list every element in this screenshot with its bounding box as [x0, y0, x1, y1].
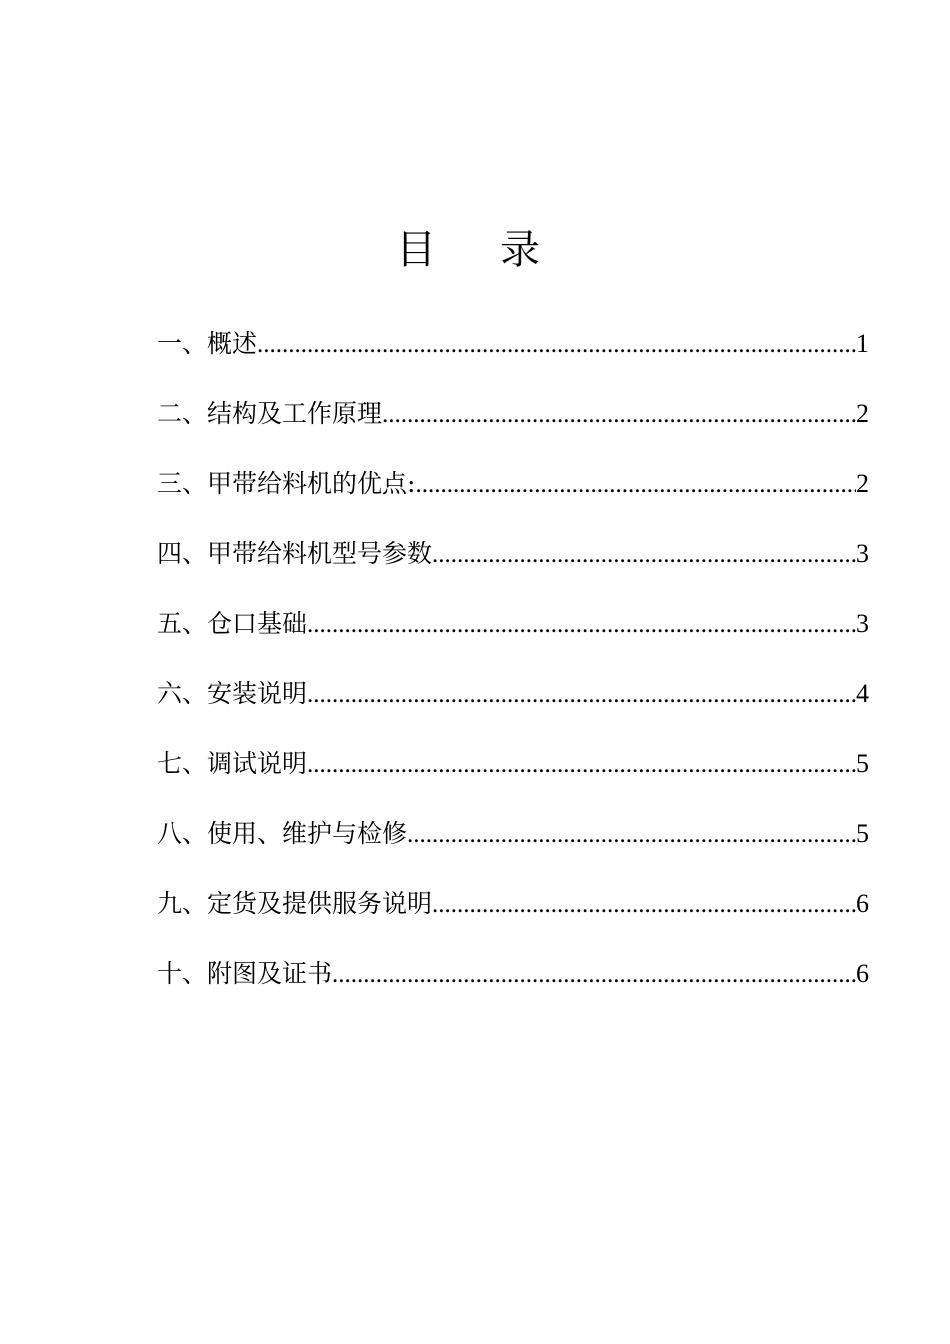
toc-list [157, 321, 869, 1021]
toc-entry [157, 741, 869, 811]
toc-entry-page-number: 2 [856, 469, 869, 498]
toc-dot-leader [407, 812, 856, 858]
toc-entry [157, 321, 869, 391]
toc-dot-leader [307, 602, 856, 648]
toc-entry [157, 881, 869, 951]
toc-title: 目录 [396, 227, 604, 273]
toc-entry [157, 601, 869, 671]
toc-entry [157, 671, 869, 741]
toc-dot-leader [307, 742, 856, 788]
toc-entry-page-number: 2 [856, 399, 869, 428]
toc-entry-label: 一、概述 [157, 329, 258, 358]
toc-entry-label: 四、甲带给料机型号参数 [157, 539, 433, 568]
toc-entry-page-number: 5 [856, 819, 869, 848]
toc-dot-leader [432, 532, 856, 578]
toc-entry-page-number: 6 [856, 959, 869, 988]
toc-entry-page-number: 3 [856, 609, 869, 638]
toc-entry-page-number: 1 [856, 329, 869, 358]
toc-entry-page-number: 3 [856, 539, 869, 568]
toc-entry-label: 八、使用、维护与检修 [157, 819, 408, 848]
toc-entry-label: 二、结构及工作原理 [157, 399, 383, 428]
toc-entry [157, 531, 869, 601]
toc-entry [157, 951, 869, 1021]
toc-entry-page-number: 6 [856, 889, 869, 918]
toc-entry-label: 六、安装说明 [157, 679, 308, 708]
toc-entry [157, 391, 869, 461]
toc-entry-label: 五、仓口基础 [157, 609, 308, 638]
toc-entry [157, 461, 869, 531]
toc-entry-page-number: 4 [856, 679, 869, 708]
toc-entry-label: 十、附图及证书 [157, 959, 333, 988]
toc-entry-page-number: 5 [856, 749, 869, 778]
toc-dot-leader [332, 952, 856, 998]
toc-entry-label: 九、定货及提供服务说明 [157, 889, 433, 918]
toc-dot-leader [257, 322, 856, 368]
toc-entry-label: 三、甲带给料机的优点: [157, 469, 416, 498]
toc-dot-leader [432, 882, 856, 928]
toc-entry-label: 七、调试说明 [157, 749, 308, 778]
toc-dot-leader [307, 672, 856, 718]
toc-dot-leader [382, 392, 856, 438]
toc-entry [157, 811, 869, 881]
toc-dot-leader [415, 462, 856, 508]
